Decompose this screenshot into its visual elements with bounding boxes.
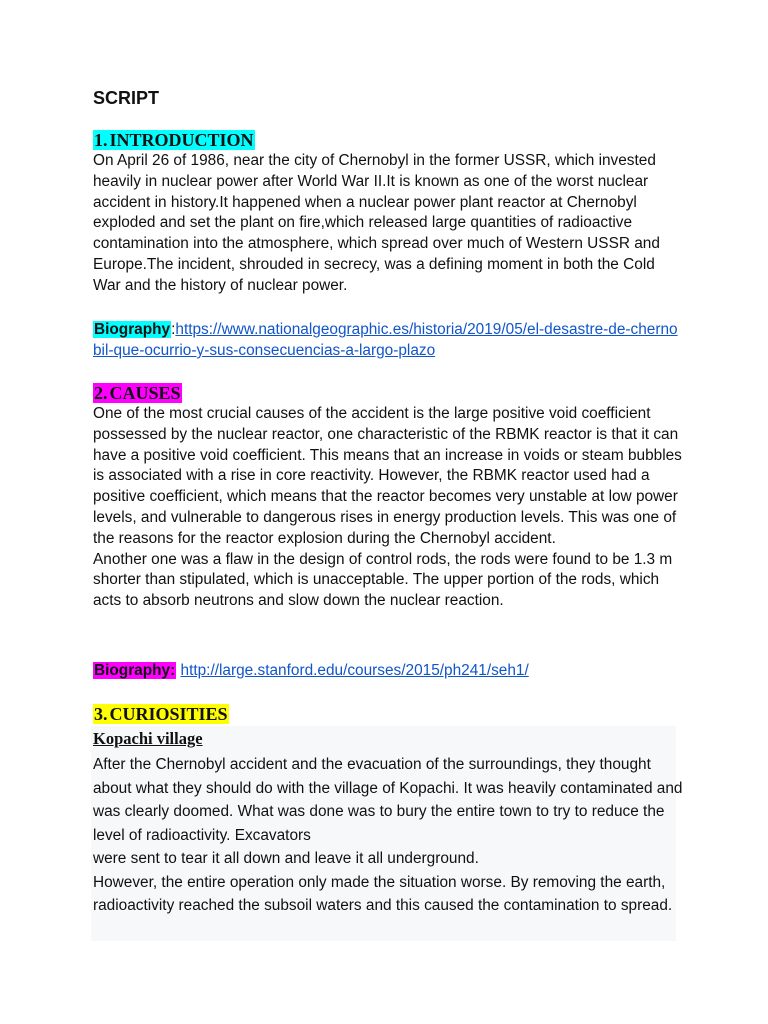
- section-title: INTRODUCTION: [109, 130, 254, 150]
- subheading-kopachi-village: Kopachi village: [93, 729, 203, 748]
- biography-link-stanford[interactable]: http://large.stanford.edu/courses/2015/ph241/seh1/: [180, 662, 529, 679]
- section-heading-causes: [93, 382, 683, 404]
- section-introduction: [93, 129, 683, 297]
- causes-paragraph-2: Another one was a flaw in the design of control rods, the rods were found to be 1.3 m shorter than stipulated, which is unacceptable. The upper portion of the rods, which acts to absorb neutrons and slow down the nuclear reaction.: [93, 550, 673, 610]
- section-title: CAUSES: [109, 383, 181, 403]
- section-heading-introduction: [93, 129, 683, 151]
- curiosities-paragraph-1: After the Chernobyl accident and the evacuation of the surroundings, they thought about what they should do with the village of Kopachi. It was heavily contaminated and was clearly doomed. What was done was to bury the entire town to try to reduce the level of radioactivity. Excavators: [93, 756, 683, 844]
- curiosities-paragraph-3: However, the entire operation only made the situation worse. By removing the earth, radioactivity reached the subsoil waters and this caused the contamination to spread.: [93, 873, 673, 914]
- biography-label: Biography: [94, 321, 171, 338]
- causes-biography: [93, 660, 683, 681]
- section-number: 1.: [94, 130, 108, 150]
- biography-line: [93, 319, 683, 361]
- section-curiosities: [93, 703, 683, 918]
- section-causes: [93, 382, 683, 612]
- biography-line: [93, 660, 683, 681]
- section-number: 3.: [94, 704, 108, 724]
- document-title: SCRIPT: [93, 88, 160, 108]
- biography-label: Biography:: [94, 662, 176, 679]
- biography-separator: :: [171, 321, 176, 338]
- introduction-biography: [93, 319, 683, 361]
- introduction-paragraph: On April 26 of 1986, near the city of Chernobyl in the former USSR, which invested heavily in nuclear power after World War II.It is known as one of the worst nuclear accident in history.It happened when a nuclear power plant reactor at Chernobyl exploded and set the plant on fire,which released large quantities of radioactive contamination into the atmosphere, which spread over much of Western USSR and Europe.The incident, shrouded in secrecy, was a defining moment in both the Cold War and the history of nuclear power.: [93, 152, 660, 294]
- section-title: CURIOSITIES: [109, 704, 228, 724]
- causes-paragraph-1: One of the most crucial causes of the accident is the large positive void coefficient possessed by the nuclear reactor, one characteristic of the RBMK reactor is that it can have a positive void coefficient. This means that an increase in voids or steam bubbles is associated with a rise in core reactivity. However, the RBMK reactor used had a positive coefficient, which means that the reactor becomes very unstable at low power levels, and vulnerable to dangerous rises in energy production levels. This was one of the reasons for the reactor explosion during the Chernobyl accident.: [93, 405, 682, 547]
- section-number: 2.: [94, 383, 108, 403]
- biography-link-nationalgeographic[interactable]: https://www.nationalgeographic.es/historia/2019/05/el-desastre-de-chernobil-que-ocurrio-y-sus-consecuencias-a-largo-plazo: [93, 321, 678, 359]
- curiosities-paragraph-2: were sent to tear it all down and leave it all underground.: [93, 850, 479, 867]
- section-heading-curiosities: [93, 703, 683, 725]
